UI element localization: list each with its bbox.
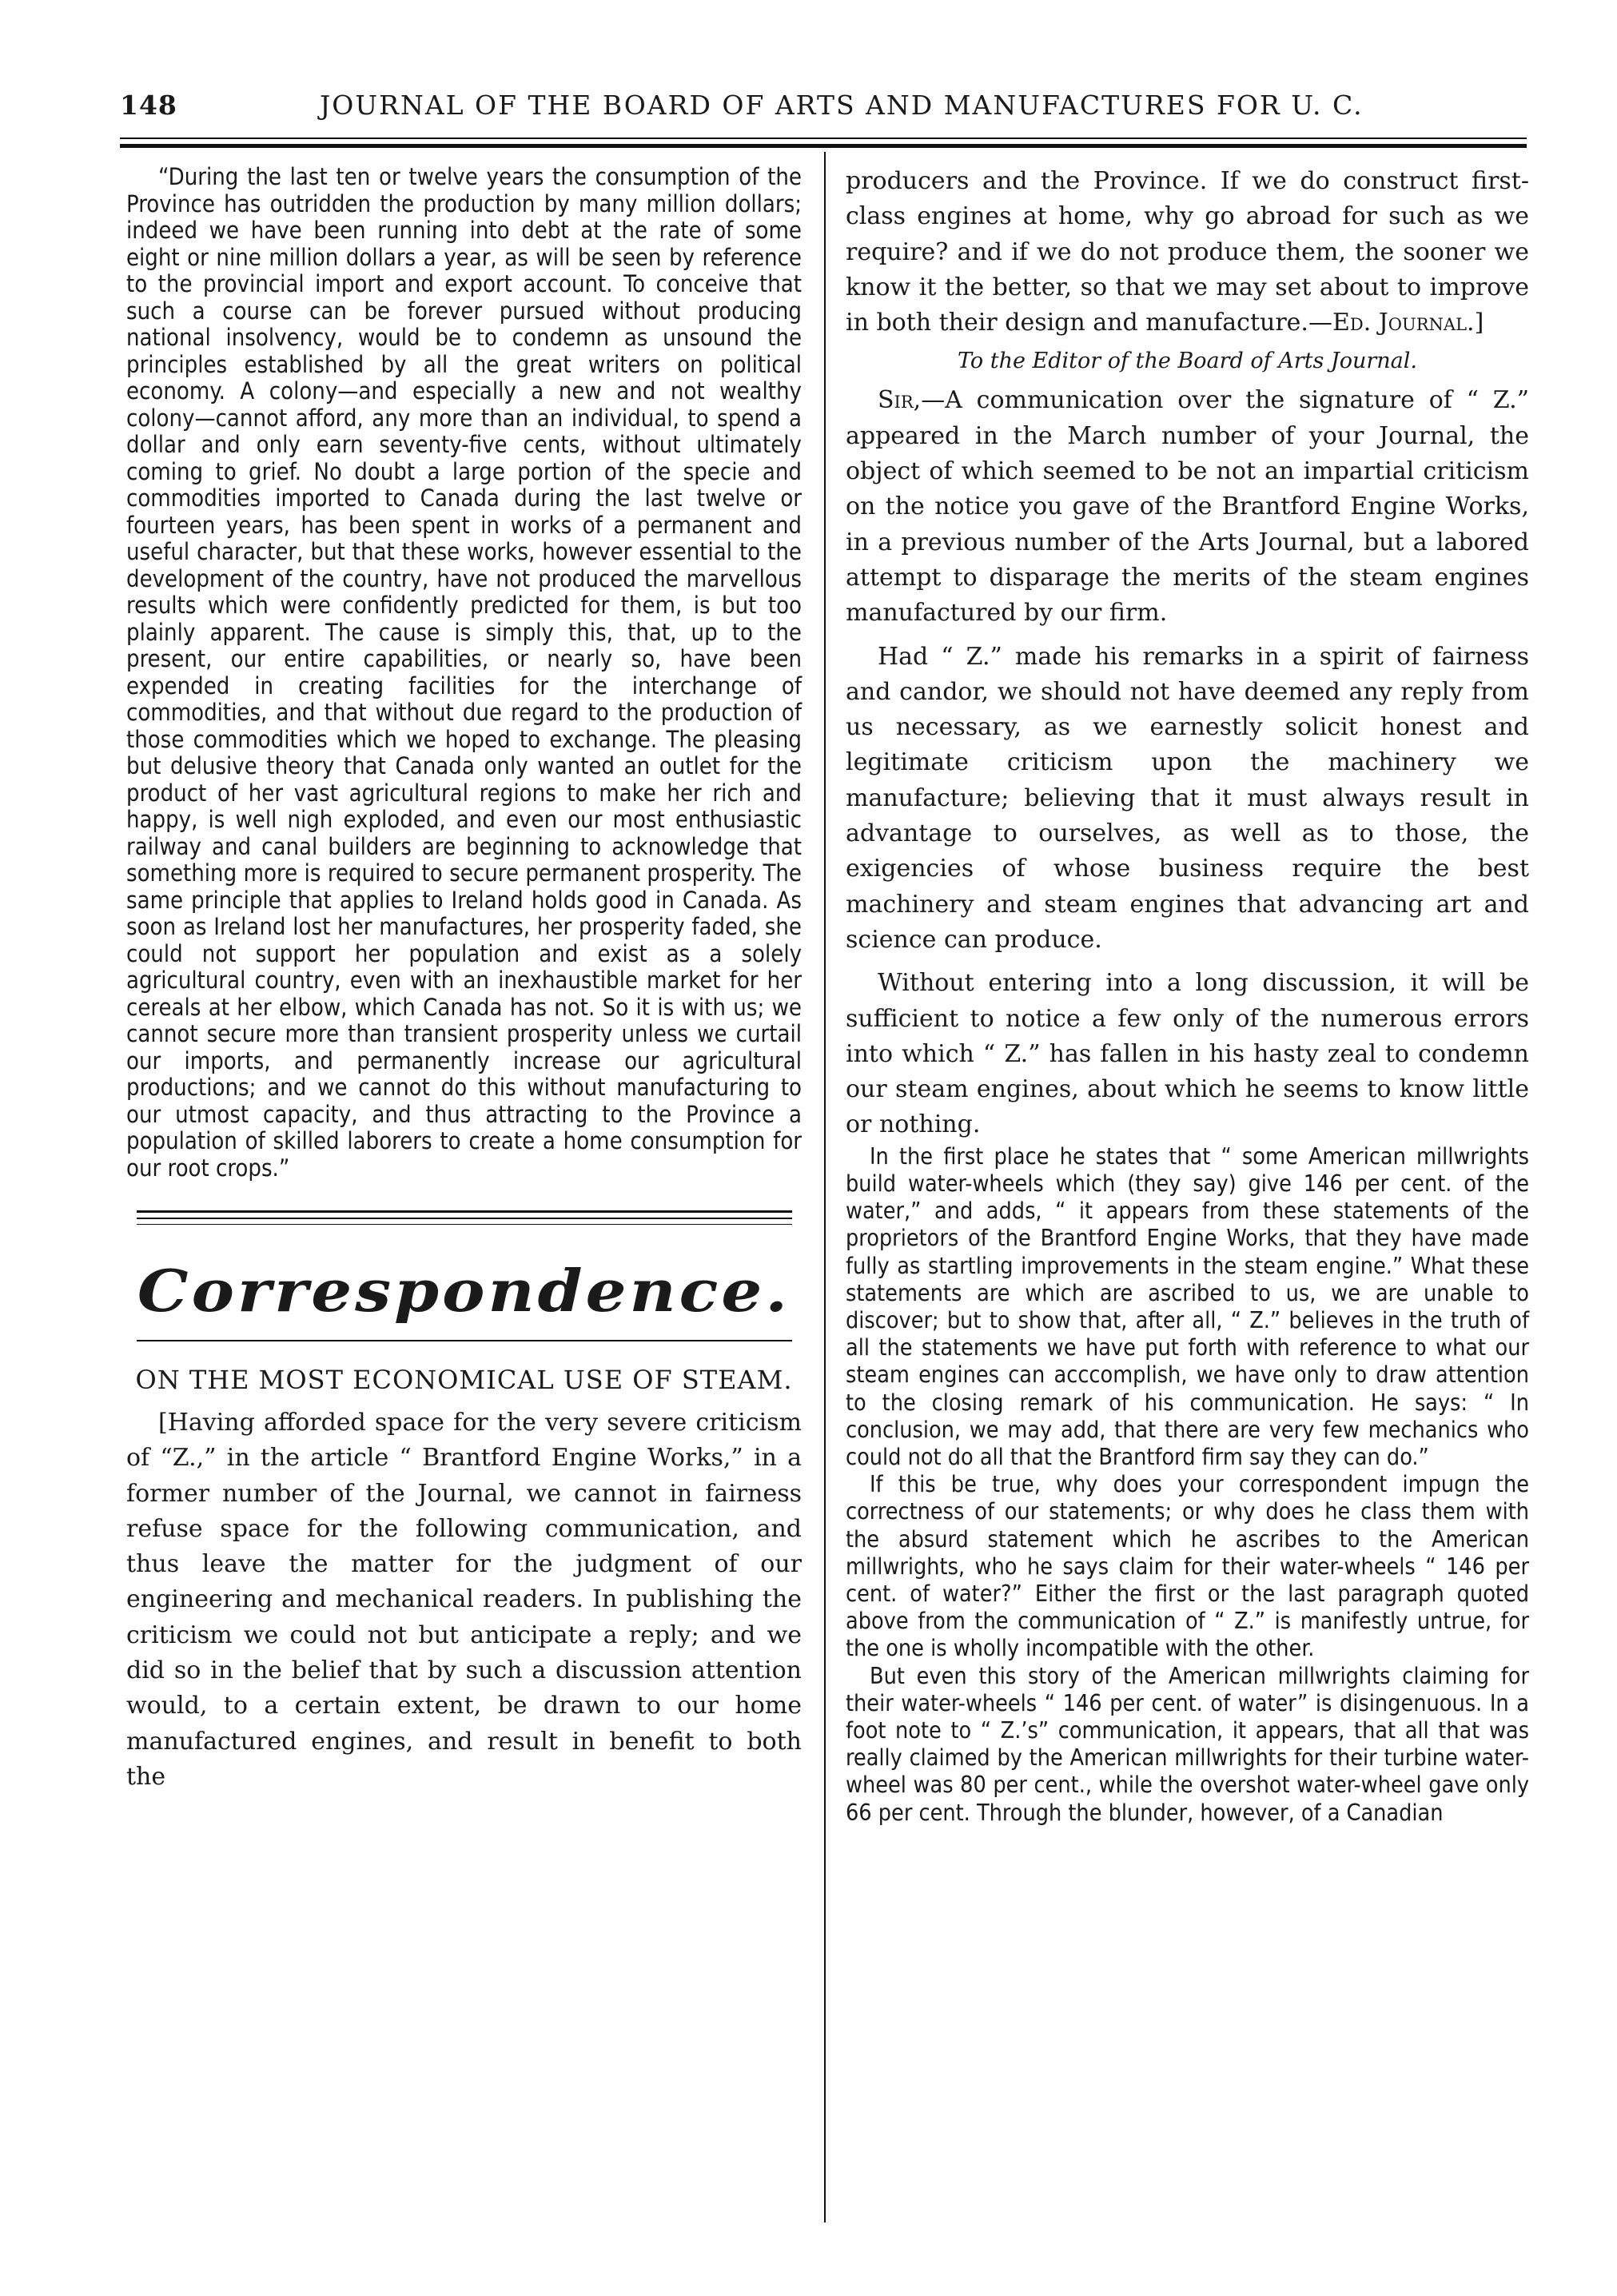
letter-paragraph-5: If this be true, why does your correspondent impugn the correctness of our statements; or why does he class them with the absurd statement which he ascribes to the American millwrights, who he says claim for their water-wheels “ 146 per cent. of water?” Either the first or the last paragraph quoted above from the communication of “ Z.” is manifestly untrue, for the one is wholly incompatible with the other. (846, 1471, 1529, 1662)
section-title: Correspondence. (137, 1257, 791, 1325)
salutation: Sir, (878, 386, 922, 415)
quoted-passage (126, 164, 802, 1182)
letter-caption: To the Editor of the Board of Arts Journal. (958, 349, 1417, 374)
header-rule-thick (120, 144, 1527, 148)
left-column (126, 164, 802, 1803)
letter-paragraph-2: Had “ Z.” made his remarks in a spirit of fairness and candor, we should not have deemed any reply from us necessary, as we earnestly solicit honest and legitimate criticism upon the machinery we manufacture; believing that it must always result in advantage to ourselves, as well as to those, the exigencies of whose business require the best machinery and steam engines that advancing art and science can produce. (846, 642, 1529, 954)
editor-note-paragraph: [Having afforded space for the very severe criticism of “Z.,” in the article “ Brantford Engine Works,” in a former number of the Journal, we cannot in fairness refuse space for the following communication, and thus leave the matter for the judgment of our engineering and mechanical readers. In publishing the criticism we could not but anticipate a reply; and we did so in the belief that by such a discussion attention would, to a certain extent, be drawn to our home manufactured engines, and result in benefit to both the (126, 1409, 802, 1791)
editor-note-cont: producers and the Province. If we do construct first-class engines at home, why go abroad for such as we require? and if we do not produce them, the sooner we know it the better, so that we may set about to improve in both their design and manufacture.— (846, 167, 1529, 337)
letter-paragraph-4: In the first place he states that “ some American millwrights build water-wheels which (they say) give 146 per cent. of the water,” and adds, “ it appears from these statements of the proprietors of the Brantford Engine Works, that they have made fully as startling improvements in the steam engine.” What these statements are which are ascribed to us, we are unable to discover; but to show that, after all, “ Z.” believes in the truth of all the statements we have put forth with reference to what our steam engines can acccomplish, we have only to draw attention to the closing remark of his communication. He says: “ In conclusion, we may add, that there are very few mechanics who could not do all that the Brantford firm say they can do.” (846, 1142, 1529, 1470)
section-separator (137, 1210, 792, 1225)
quote-paragraph: “During the last ten or twelve years the consumption of the Province has outridden the production by many million dollars; indeed we have been running into debt at the rate of some eight or nine million dollars a year, as will be seen by reference to the provincial import and export account. To conceive that such a course can be forever pursued without producing national insolvency, would be to condemn as unsound the principles established by all the great writers on political economy. A colony—and especially a new and not wealthy colony—cannot afford, any more than an individual, to spend a dollar and only earn seventy-five cents, without ultimately coming to grief. No doubt a large portion of the specie and commodities imported to Canada during the last twelve or fourteen years, has been spent in works of a permanent and useful character, but that these works, however essential to the development of the country, have not produced the marvellous results which were confidently predicted for them, is but too plainly apparent. The cause is simply this, that, up to the present, our entire capabilities, or nearly so, have been expended in creating facilities for the interchange of commodities, and that without due regard to the production of those commodities which we hoped to exchange. The pleasing but delusive theory that Canada only wanted an outlet for the product of her vast agricultural regions to make her rich and happy, is well nigh exploded, and even our most enthusiastic railway and canal builders are beginning to acknowledge that something more is required to secure permanent prosperity. The same principle that applies to Ireland holds good in Canada. As soon as Ireland lost her manufactures, her prosperity faded, she could not support her population and exist as a solely agricultural country, even with an inexhaustible market for her cereals at her elbow, which Canada has not. So it is with us; we cannot secure more than transient prosperity unless we curtail our imports, and permanently increase our agricultural productions; and we cannot do this without manufacturing to our utmost capacity, and thus attracting to the Province a population of skilled laborers to create a home consumption for our root crops.” (126, 163, 802, 1182)
letter-body-airy (846, 383, 1529, 1142)
page-number: 148 (120, 90, 177, 121)
right-column (846, 164, 1529, 1827)
editor-note-close: ] (1474, 309, 1484, 337)
letter-body-dense (846, 1143, 1529, 1827)
editor-note-continued (846, 164, 1529, 341)
letter-paragraph-1: —A communication over the signature of “ Z.” appeared in the March number of your Journal, the object of which seemed to be not an impartial criticism on the notice you gave of the Brantford Engine Works, in a previous number of the Arts Journal, but a labored attempt to disparage the merits of the steam engines manufactured by our firm. (846, 386, 1529, 628)
letter-paragraph-6: But even this story of the American millwrights claiming for their water-wheels “ 146 per cent. of water” is disingenuous. In a foot note to “ Z.’s” communication, it appears, that all that was really claimed by the American millwrights for their turbine water-wheel was 80 per cent., while the overshot water-wheel gave only 66 per cent. Through the blunder, however, of a Canadian (846, 1662, 1529, 1826)
header-rule-thin (120, 138, 1527, 139)
letter-paragraph-3: Without entering into a long discussion, it will be sufficient to notice a few only of the numerous errors into which “ Z.” has fallen in his hasty zeal to condemn our steam engines, about which he seems to know little or nothing. (846, 969, 1529, 1139)
editor-note (126, 1405, 802, 1795)
running-head: JOURNAL OF THE BOARD OF ARTS AND MANUFACTURES FOR U. C. (320, 90, 1364, 121)
article-title: ON THE MOST ECONOMICAL USE OF STEAM. (135, 1365, 793, 1395)
section-title-rule (137, 1340, 792, 1341)
editor-signature: Ed. Journal. (1332, 309, 1475, 337)
page-header (120, 90, 1527, 130)
column-divider (824, 152, 826, 2222)
